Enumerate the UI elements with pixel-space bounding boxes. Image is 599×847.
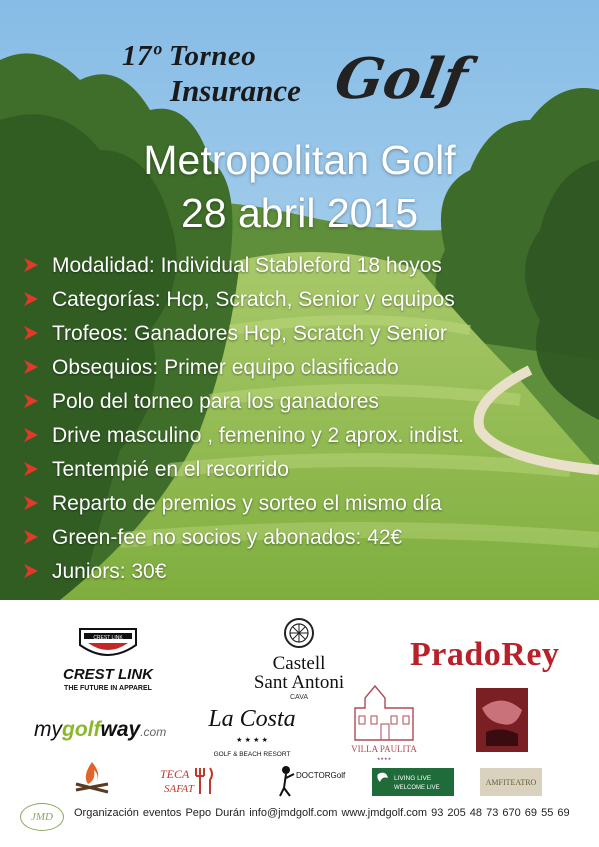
svg-text:LIVING LIVE: LIVING LIVE bbox=[394, 775, 432, 782]
jmd-logo: JMD bbox=[20, 803, 64, 831]
list-item: Tentempié en el recorrido bbox=[22, 453, 464, 487]
svg-text:La Costa: La Costa bbox=[208, 706, 296, 732]
tournament-name: Insurance bbox=[170, 73, 301, 108]
arrow-bullet-icon bbox=[22, 426, 40, 444]
la-costa-logo bbox=[193, 700, 311, 762]
arrow-bullet-icon bbox=[22, 290, 40, 308]
arrow-bullet-icon bbox=[22, 562, 40, 580]
amfiteatro-logo bbox=[480, 768, 542, 796]
doctor-golf-logo bbox=[278, 764, 346, 798]
arrow-bullet-icon bbox=[22, 256, 40, 274]
villa-paulita-logo bbox=[345, 678, 423, 762]
list-item: Modalidad: Individual Stableford 18 hoyos bbox=[22, 249, 464, 283]
list-item: Categorías: Hcp, Scratch, Senior y equipos bbox=[22, 283, 464, 317]
svg-text:GOLF & BEACH RESORT: GOLF & BEACH RESORT bbox=[213, 751, 291, 758]
arrow-bullet-icon bbox=[22, 494, 40, 512]
svg-text:CAVA: CAVA bbox=[289, 694, 309, 701]
svg-text:DOCTORGolf: DOCTORGolf bbox=[296, 771, 346, 780]
svg-text:Castell: Castell bbox=[272, 653, 326, 674]
svg-text:★ ★ ★ ★: ★ ★ ★ ★ bbox=[236, 736, 268, 744]
svg-text:TECA: TECA bbox=[160, 767, 190, 781]
svg-text:CREST LINK: CREST LINK bbox=[63, 666, 153, 683]
list-item: Juniors: 30€ bbox=[22, 555, 464, 589]
arrow-bullet-icon bbox=[22, 460, 40, 478]
tournament-number: 17º Torneo bbox=[122, 40, 257, 72]
arrow-bullet-icon bbox=[22, 392, 40, 410]
svg-text:THE FUTURE IN APPAREL: THE FUTURE IN APPAREL bbox=[64, 685, 152, 692]
tournament-details-list bbox=[22, 249, 464, 589]
pradorey-logo: PradoRey bbox=[410, 636, 560, 673]
list-item: Obsequios: Primer equipo clasificado bbox=[22, 351, 464, 385]
svg-text:★★★★: ★★★★ bbox=[376, 756, 392, 761]
list-item: Trofeos: Ganadores Hcp, Scratch y Senior bbox=[22, 317, 464, 351]
list-item: Green-fee no socios y abonados: 42€ bbox=[22, 521, 464, 555]
list-item: Reparto de premios y sorteo el mismo día bbox=[22, 487, 464, 521]
arrow-bullet-icon bbox=[22, 528, 40, 546]
venue-title: Metropolitan Golf bbox=[143, 137, 456, 183]
mygolfway-logo: mygolfway.com bbox=[34, 718, 167, 741]
svg-text:WELCOME LIVE: WELCOME LIVE bbox=[394, 785, 440, 791]
teca-safat-logo bbox=[156, 764, 216, 798]
list-item: Polo del torneo para los ganadores bbox=[22, 385, 464, 419]
organizer-contact: Organización eventos Pepo Durán info@jmdgolf.com www.jmdgolf.com 93 205 48 73 670 69 55 69 bbox=[74, 807, 570, 819]
svg-text:CREST LINK: CREST LINK bbox=[93, 635, 123, 641]
castell-sant-antoni-logo bbox=[240, 615, 358, 705]
restaurant-photo-logo bbox=[476, 688, 528, 752]
arrow-bullet-icon bbox=[22, 324, 40, 342]
svg-text:AMFITEATRO: AMFITEATRO bbox=[485, 778, 537, 787]
svg-text:SAFAT: SAFAT bbox=[164, 783, 194, 795]
living-live-logo bbox=[372, 768, 454, 796]
svg-text:VILLA PAULITA: VILLA PAULITA bbox=[351, 744, 417, 754]
arrow-bullet-icon bbox=[22, 358, 40, 376]
svg-text:Sant Antoni: Sant Antoni bbox=[253, 672, 345, 693]
list-item: Drive masculino , femenino y 2 aprox. indist. bbox=[22, 419, 464, 453]
event-date: 28 abril 2015 bbox=[180, 190, 419, 236]
fire-grill-logo bbox=[72, 758, 112, 800]
crestlink-logo bbox=[38, 625, 178, 693]
golf-wordmark: Golf bbox=[330, 46, 473, 112]
